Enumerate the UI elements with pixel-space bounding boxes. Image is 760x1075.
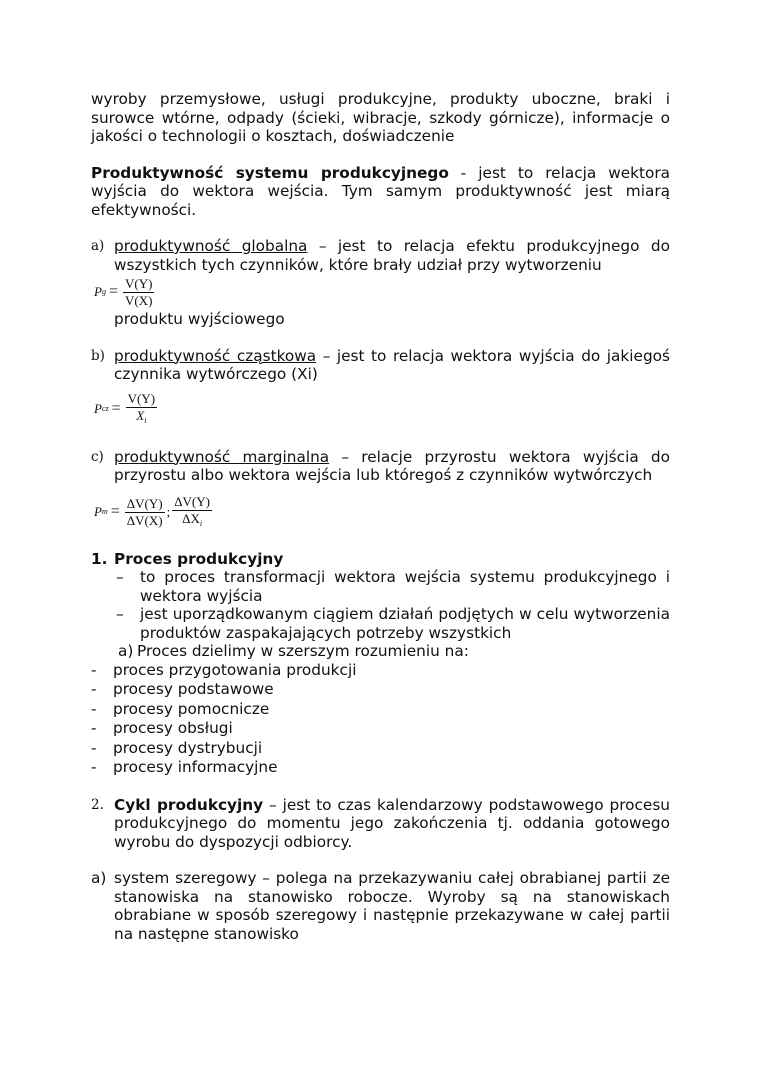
item-a-after: produktu wyjściowego (114, 310, 285, 328)
section-1-number: 1. (91, 549, 108, 568)
item-c-text: produktywność marginalna – relacje przyrostu wektora wyjścia do przyrostu albo wektora wejścia lub któregoś z czynników wytwórczych (114, 447, 670, 484)
list-item: - procesy pomocnicze (91, 699, 270, 718)
item-b (91, 347, 670, 384)
intro-paragraph: wyroby przemysłowe, usługi produkcyjne, produkty uboczne, braki i surowce wtórne, odpady (ścieki, wibracje, szkody górnicze), informacje o jakości o technologii o kosztach, doświadczenie (91, 90, 670, 145)
item-a-term: produktywność globalna (114, 237, 308, 255)
list-item: - procesy podstawowe (91, 680, 274, 698)
document-page (91, 90, 670, 943)
process-list (91, 661, 670, 777)
section-2-title: Cykl produkcyjny (114, 795, 264, 814)
item-c-term: produktywność marginalna (114, 447, 330, 466)
item-c (91, 448, 670, 485)
list-item: - procesy obsługi (91, 719, 233, 737)
section-2: 2. Cykl produkcyjny – jest to czas kalendarzowy podstawowego procesu produkcyjnego do momentu jego zakończenia tj. oddania gotowego wyrobu do dyspozycji odbiorcy. (91, 795, 670, 851)
item-c-marker: c) (91, 448, 104, 465)
productivity-heading: Produktywność systemu produkcyjnego (91, 163, 449, 182)
list-item: - procesy informacyjne (91, 758, 278, 776)
section-1-bullet-1: – to proces transformacji wektora wejścia systemu produkcyjnego i wektora wyjścia (116, 568, 670, 605)
item-b-term: produktywność cząstkowa (114, 346, 317, 365)
section-1-heading (91, 550, 670, 569)
list-item: - procesy dystrybucji (91, 738, 263, 757)
system-item-a-text: system szeregowy – polega na przekazywaniu całej obrabianej partii ze stanowiska na stanowisko robocze. Wyroby są na stanowiskach obrabiane w sposób szeregowy i następnie przekazywane w całej partii na następne stanowisko (114, 869, 670, 943)
formula-pm-fraction-2: $\frac{\Delta V(Y)}{\Delta X_i}$ (174, 493, 210, 528)
item-b-marker: b) (91, 347, 105, 364)
section-1-bullet-2: – jest uporządkowanym ciągiem działań podjętych w celu wytworzenia produktów zaspakajających potrzeby wszystkich (116, 605, 670, 642)
productivity-text: - jest to relacja wektora wyjścia do wektora wejścia. Tym samym produktywność jest miarą efektywności. (91, 163, 670, 219)
formula-pm-fraction-1: $\frac{\Delta V(Y)}{\Delta V(X)}$ (126, 496, 163, 528)
formula-pcz: P cz = $\frac{V(Y)}{X_i}$ (94, 392, 670, 428)
section-2-number: 2. (91, 796, 104, 813)
system-item-a-marker: a) (91, 869, 107, 887)
productivity-paragraph (91, 164, 670, 220)
item-a-marker: a) (91, 238, 105, 254)
item-a (91, 237, 670, 274)
formula-pg: P g = $\frac{V(Y)}{V(X)}$ (94, 275, 153, 308)
system-item-a (91, 869, 670, 943)
formula-pcz-fraction: $\frac{V(Y)}{X_i}$ (127, 390, 156, 425)
formula-pg-fraction: $\frac{V(Y)}{V(X)}$ (124, 275, 153, 308)
section-1-sub: a) Proces dzielimy w szerszym rozumieniu na: (118, 642, 469, 660)
list-item: - proces przygotowania produkcji (91, 660, 357, 679)
item-b-text: produktywność cząstkowa – jest to relacja wektora wyjścia do jakiegoś czynnika wytwórczego (Xi) (114, 346, 670, 383)
item-a-text: produktywność globalna – jest to relacja efektu produkcyjnego do wszystkich tych czynników, które brały udział przy wytworzeniu (114, 237, 670, 274)
section-1-title: Proces produkcyjny (114, 549, 284, 568)
formula-pm: P m = $\frac{\Delta V(Y)}{\Delta V(X)}$ ; $\frac{\Delta V(Y)}{\Delta X_i}$ (94, 495, 670, 531)
